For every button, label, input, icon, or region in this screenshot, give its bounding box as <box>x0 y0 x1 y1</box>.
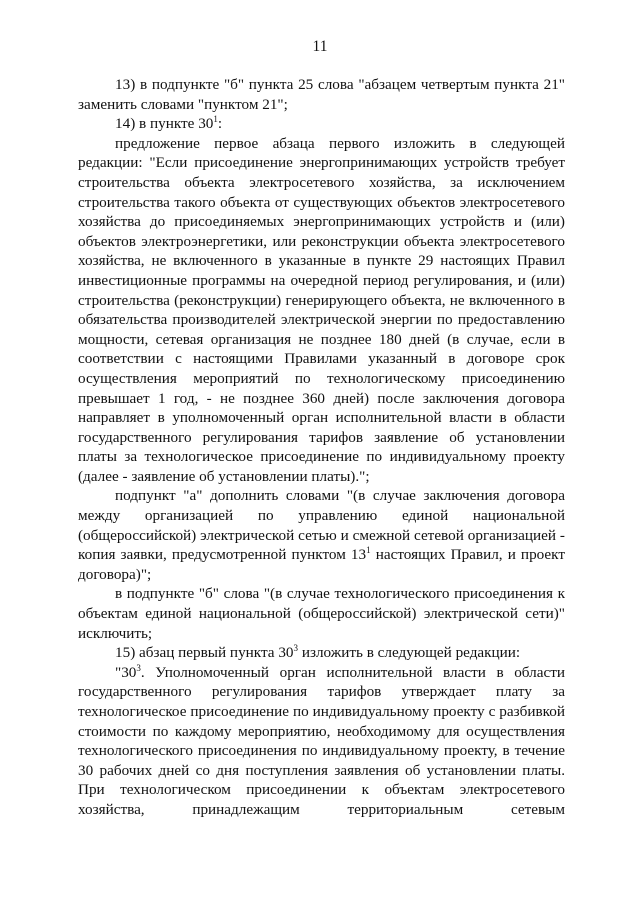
paragraph <box>78 663 565 820</box>
superscript: 1 <box>213 114 218 125</box>
paragraph-text: . Уполномоченный орган исполнительной власти в области государственного регулирования тарифов утверждает плату за технологическое присоединение по индивидуальному проекту с разбивкой стоимости по каждому мероприятию, необходимому для осуществления технологического присоединения по индивидуальному проекту, в течение 30 рабочих дней со дня поступления заявления об установлении платы. При технологическом присоединении к объектам электросетевого хозяйства, принадлежащим территориальным сетевым <box>78 663 565 818</box>
paragraph <box>78 486 565 584</box>
paragraph-text: 15) абзац первый пункта 30 <box>115 644 294 662</box>
paragraph-text: настоящих Правил, и проект договора)"; <box>78 546 565 583</box>
paragraph <box>78 643 565 663</box>
paragraph: 13) в подпункте "б" пункта 25 слова "абзацем четвертым пункта 21" заменить словами "пунктом 21"; <box>78 76 565 113</box>
paragraph <box>78 114 565 134</box>
paragraph-text: изложить в следующей редакции: <box>298 644 521 662</box>
paragraph-text: "30 <box>115 663 137 681</box>
paragraph-text: подпункт "а" дополнить словами "(в случае заключения договора между организацией по управлению единой национальной (общероссийской) электрической сетью и смежной сетевой организацией - копия заявки, предусмотренной пунктом 13 <box>78 487 565 564</box>
superscript: 3 <box>293 643 299 654</box>
paragraph: в подпункте "б" слова "(в случае технологического присоединения к объектам единой национальной (общероссийской) электрической сети)" исключить; <box>78 585 565 642</box>
paragraph: предложение первое абзаца первого изложить в следующей редакции: "Если присоединение энергопринимающих устройств требует строительства объекта электросетевого хозяйства, за исключением строительства такого объекта от существующих объектов электросетевого хозяйства до присоединяемых энергопринимающих устройств и (или) объектов электроэнергетики, или реконструкции объекта электросетевого хозяйства, не включенного в указанные в пункте 29 настоящих Правил инвестиционные программы на очередной период регулирования, и (или) строительства (реконструкции) генерирующего объекта, не включенного в обязательства производителей электрической энергии по предоставлению мощности, сетевая организация не позднее 180 дней (в случае, если в соответствии с настоящими Правилами указанный в договоре срок осуществления мероприятий по технологическому присоединению превышает 1 год, - не позднее 360 дней) после заключения договора направляет в уполномоченный орган исполнительной власти в области государственного регулирования тарифов заявление об установлении платы за технологическое присоединение по индивидуальному проекту (далее - заявление об установлении платы)."; <box>78 134 565 485</box>
superscript: 1 <box>366 545 371 556</box>
paragraph-text: : <box>217 115 223 133</box>
paragraph-text: 14) в пункте 30 <box>115 115 214 133</box>
document-body <box>78 75 565 820</box>
superscript: 3 <box>136 662 141 673</box>
page-number: 11 <box>312 38 328 55</box>
